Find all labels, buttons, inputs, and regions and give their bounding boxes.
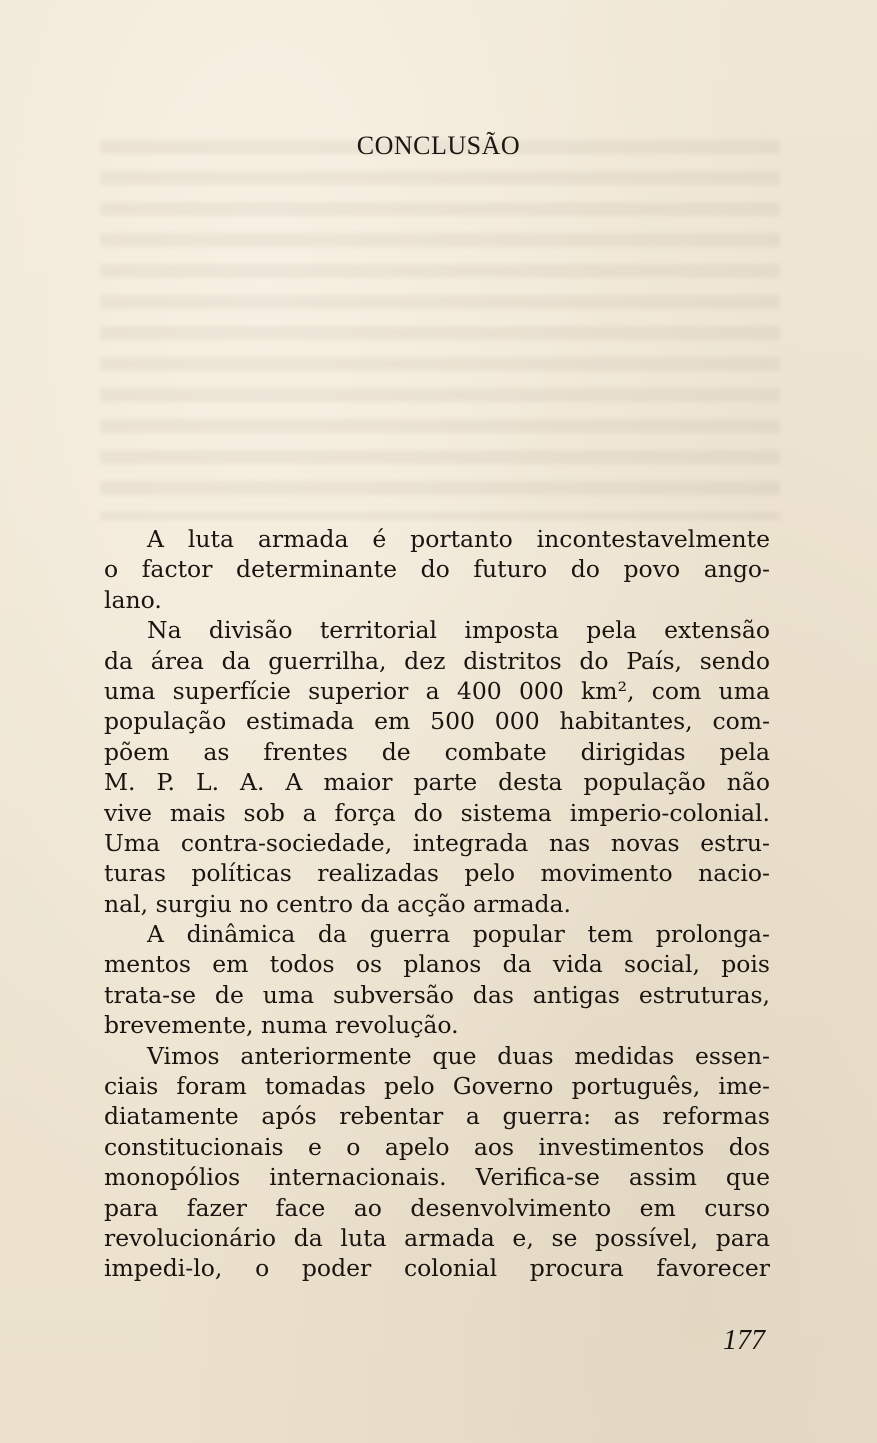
- text-line: diatamente após rebentar a guerra: as reformas: [104, 1102, 770, 1131]
- text-line: A dinâmica da guerra popular tem prolonga-: [147, 920, 770, 949]
- text-line: constitucionais e o apelo aos investimentos dos: [104, 1132, 770, 1161]
- text-line: população estimada em 500 000 habitantes, com-: [104, 707, 770, 736]
- show-through-texture: [100, 140, 780, 520]
- text-line: impedi-lo, o poder colonial procura favorecer: [104, 1254, 770, 1283]
- text-line: vive mais sob a força do sistema imperio-colonial.: [104, 798, 770, 827]
- text-line: da área da guerrilha, dez distritos do País, sendo: [104, 646, 770, 675]
- text-line: A luta armada é portanto incontestavelmente: [147, 525, 770, 553]
- text-line: põem as frentes de combate dirigidas pela: [104, 737, 770, 766]
- text-line: M. P. L. A. A maior parte desta população não: [104, 768, 770, 797]
- text-line: mentos em todos os planos da vida social, pois: [104, 950, 770, 979]
- text-line: nal, surgiu no centro da acção armada.: [104, 889, 571, 918]
- text-line: lano.: [104, 585, 162, 614]
- text-line: o factor determinante do futuro do povo ango-: [104, 555, 770, 584]
- text-line: Vimos anteriormente que duas medidas essen-: [147, 1041, 770, 1070]
- text-line: brevemente, numa revolução.: [104, 1011, 459, 1040]
- running-head: CONCLUSÃO: [356, 131, 521, 160]
- text-line: monopólios internacionais. Verifica-se assim que: [104, 1163, 770, 1192]
- body-text: [104, 524, 770, 1284]
- text-line: turas políticas realizadas pelo movimento nacio-: [104, 859, 770, 888]
- text-line: trata-se de uma subversão das antigas estruturas,: [104, 980, 770, 1009]
- text-line: uma superfície superior a 400 000 km², com uma: [104, 676, 770, 705]
- text-line: Na divisão territorial imposta pela extensão: [147, 616, 770, 645]
- page-number: 177: [723, 1325, 765, 1356]
- text-line: ciais foram tomadas pelo Governo português, ime-: [104, 1072, 770, 1101]
- text-line: Uma contra-sociedade, integrada nas novas estru-: [104, 828, 770, 857]
- text-line: para fazer face ao desenvolvimento em curso: [104, 1193, 770, 1222]
- text-line: revolucionário da luta armada e, se possível, para: [104, 1223, 770, 1252]
